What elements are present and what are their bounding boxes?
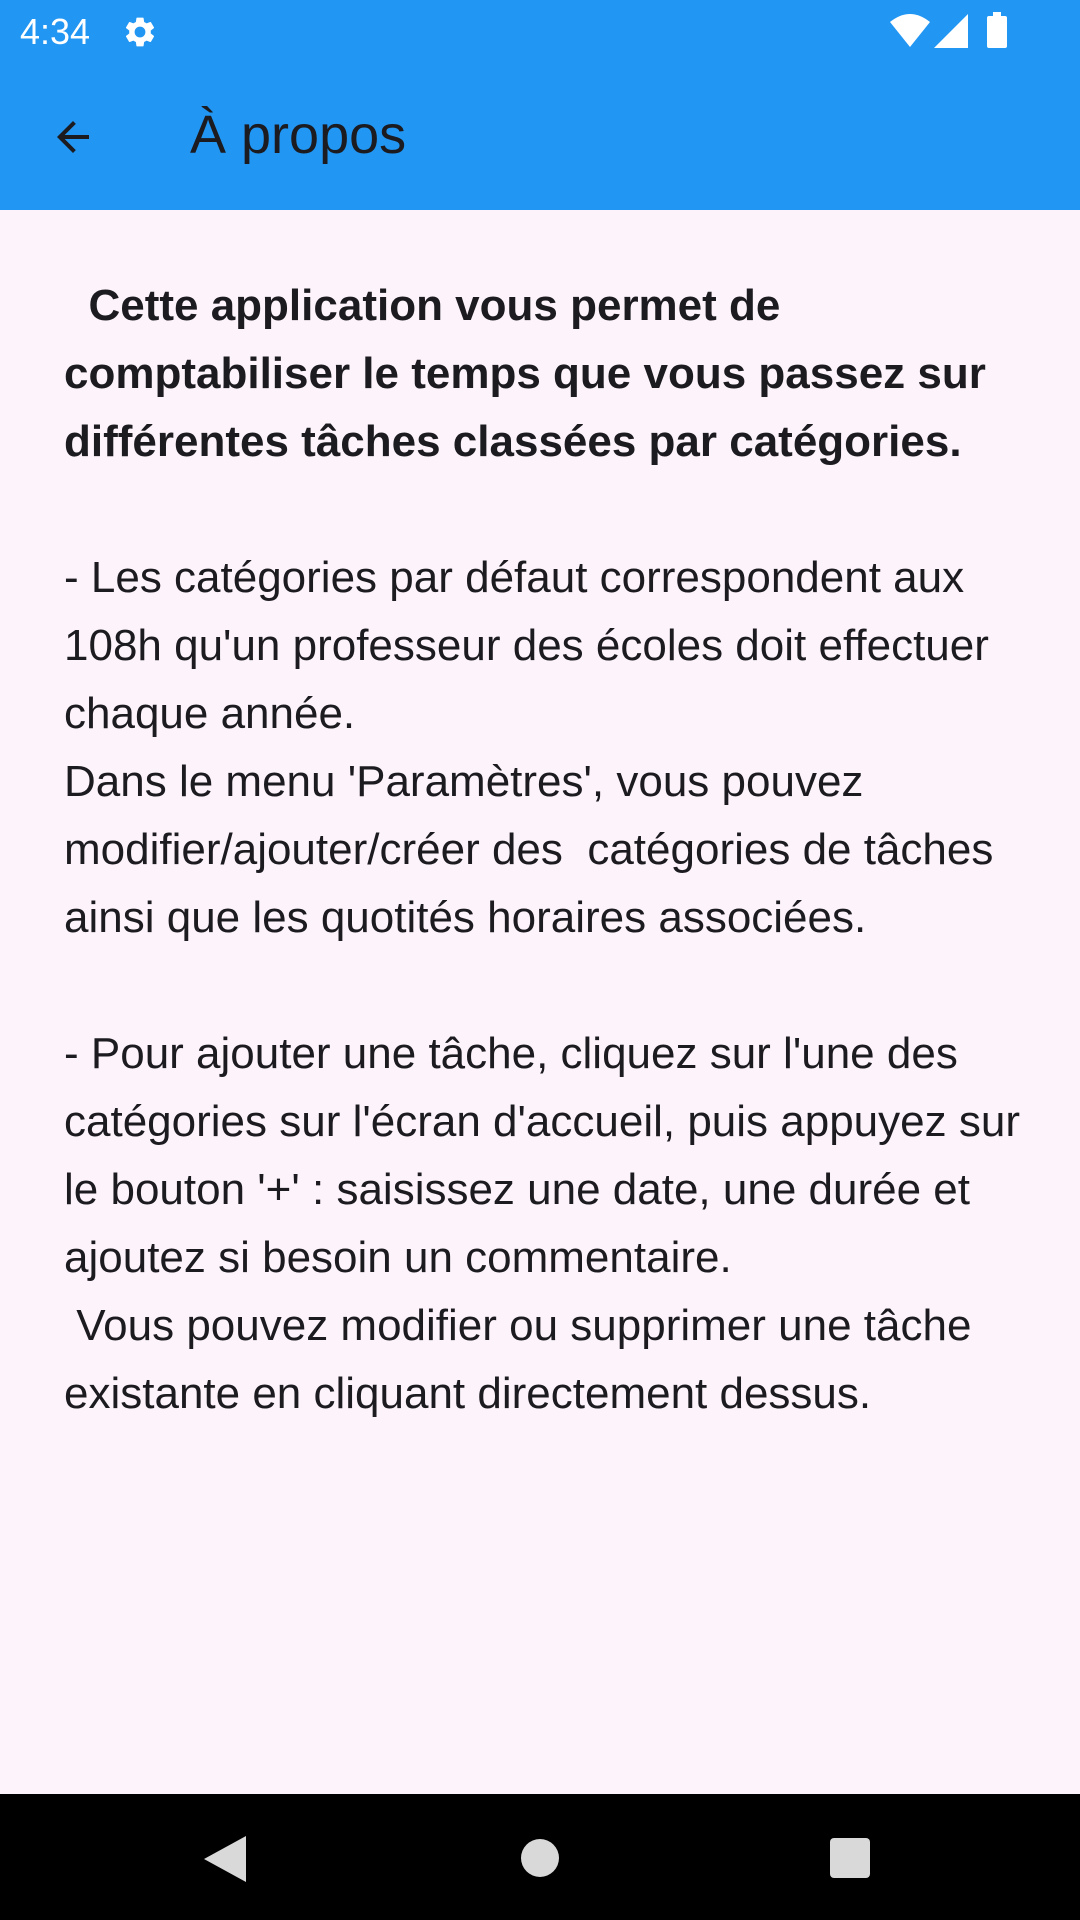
page-title: À propos <box>190 105 407 165</box>
home-circle-icon[interactable] <box>520 1838 560 1878</box>
settings-text: Dans le menu 'Paramètres', vous pouvez modifier/ajouter/créer des catégories de tâches ainsi que les quotités horaires associées. <box>64 757 1006 942</box>
battery-icon <box>987 12 1007 48</box>
edit-task-text: Vous pouvez modifier ou supprimer une tâche existante en cliquant directement dessus. <box>64 1301 984 1418</box>
back-button[interactable] <box>30 101 116 173</box>
status-bar <box>0 0 1080 63</box>
wifi-icon <box>890 14 930 48</box>
gear-icon <box>122 14 158 50</box>
app-bar <box>0 63 1080 210</box>
spacer <box>64 476 1024 544</box>
intro-text: Cette application vous permet de comptabiliser le temps que vous passez sur différentes tâches classées par catégories. <box>64 281 999 466</box>
about-content <box>64 272 1033 1428</box>
back-triangle-icon[interactable] <box>204 1836 246 1882</box>
signal-icon <box>934 14 968 48</box>
add-task-text: - Pour ajouter une tâche, cliquez sur l'une des catégories sur l'écran d'accueil, puis appuyez sur le bouton '+' : saisissez une date, une durée et ajoutez si besoin un commentaire. <box>64 1029 1033 1282</box>
categories-text: - Les catégories par défaut correspondent aux 108h qu'un professeur des écoles doit effectuer chaque année. <box>64 553 1002 738</box>
status-time: 4:34 <box>20 11 91 52</box>
spacer <box>64 952 1024 1020</box>
recents-square-icon[interactable] <box>830 1838 870 1878</box>
arrow-left-icon <box>49 113 97 161</box>
system-nav-bar <box>0 1794 1080 1920</box>
